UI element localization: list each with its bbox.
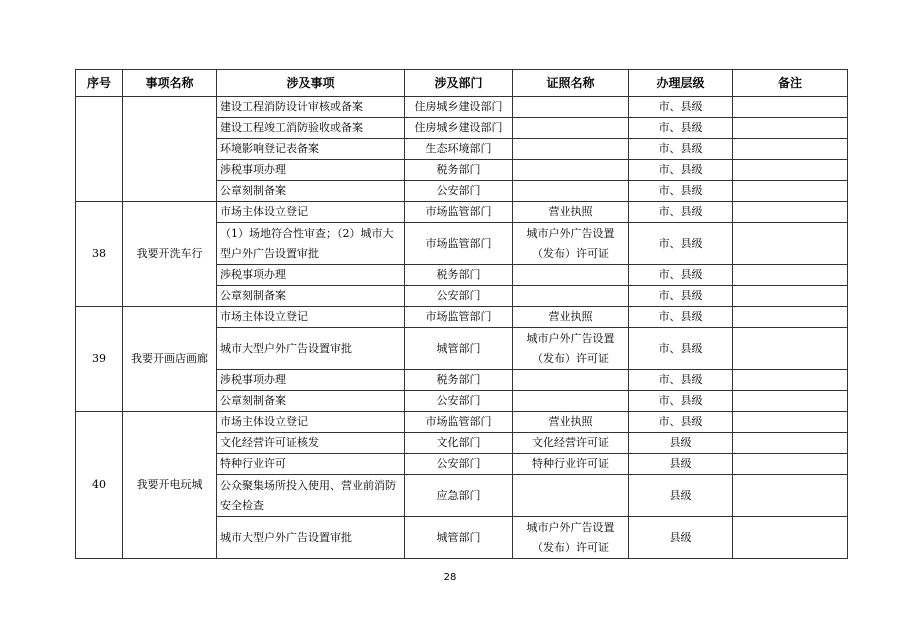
remarks	[733, 265, 848, 286]
involved-item: 公章刻制备案	[217, 391, 405, 412]
involved-item: 城市大型户外广告设置审批	[217, 517, 405, 559]
handling-level: 市、县级	[629, 286, 733, 307]
handling-level: 市、县级	[629, 412, 733, 433]
header-matter-name: 事项名称	[123, 70, 217, 97]
department: 市场监管部门	[405, 307, 513, 328]
involved-item: 公众聚集场所投入使用、营业前消防安全检查	[217, 475, 405, 517]
page-number: 28	[443, 572, 457, 583]
department: 公安部门	[405, 181, 513, 202]
license-name: 特种行业许可证	[513, 454, 629, 475]
remarks	[733, 202, 848, 223]
row-number: 38	[76, 202, 123, 307]
involved-item: 环境影响登记表备案	[217, 139, 405, 160]
license-name: 营业执照	[513, 412, 629, 433]
services-table	[75, 69, 848, 559]
table-row	[76, 307, 848, 328]
handling-level: 市、县级	[629, 97, 733, 118]
header-remarks: 备注	[733, 70, 848, 97]
involved-item: 市场主体设立登记	[217, 307, 405, 328]
handling-level: 市、县级	[629, 223, 733, 265]
involved-item: （1）场地符合性审查；（2）城市大型户外广告设置审批	[217, 223, 405, 265]
table-row	[76, 202, 848, 223]
license-name	[513, 370, 629, 391]
license-name: 城市户外广告设置（发布）许可证	[513, 223, 629, 265]
handling-level: 县级	[629, 454, 733, 475]
handling-level: 市、县级	[629, 139, 733, 160]
involved-item: 涉税事项办理	[217, 370, 405, 391]
involved-item: 建设工程消防设计审核或备案	[217, 97, 405, 118]
department: 公安部门	[405, 286, 513, 307]
remarks	[733, 433, 848, 454]
department: 公安部门	[405, 391, 513, 412]
header-license-name: 证照名称	[513, 70, 629, 97]
license-name: 城市户外广告设置（发布）许可证	[513, 328, 629, 370]
remarks	[733, 475, 848, 517]
involved-item: 市场主体设立登记	[217, 412, 405, 433]
remarks	[733, 118, 848, 139]
remarks	[733, 181, 848, 202]
license-name	[513, 139, 629, 160]
handling-level: 市、县级	[629, 118, 733, 139]
matter-name: 我要开画店画廊	[123, 307, 217, 412]
department: 应急部门	[405, 475, 513, 517]
involved-item: 特种行业许可	[217, 454, 405, 475]
involved-item: 公章刻制备案	[217, 181, 405, 202]
matter-name: 我要开洗车行	[123, 202, 217, 307]
handling-level: 县级	[629, 433, 733, 454]
license-name	[513, 97, 629, 118]
involved-item: 涉税事项办理	[217, 265, 405, 286]
header-no: 序号	[76, 70, 123, 97]
remarks	[733, 517, 848, 559]
license-name	[513, 181, 629, 202]
handling-level: 市、县级	[629, 181, 733, 202]
row-number: 39	[76, 307, 123, 412]
involved-item: 文化经营许可证核发	[217, 433, 405, 454]
handling-level: 市、县级	[629, 370, 733, 391]
department: 税务部门	[405, 370, 513, 391]
handling-level: 县级	[629, 475, 733, 517]
department: 生态环境部门	[405, 139, 513, 160]
remarks	[733, 286, 848, 307]
department: 市场监管部门	[405, 202, 513, 223]
department: 城管部门	[405, 517, 513, 559]
license-name	[513, 286, 629, 307]
license-name: 营业执照	[513, 202, 629, 223]
department: 文化部门	[405, 433, 513, 454]
header-department: 涉及部门	[405, 70, 513, 97]
license-name	[513, 475, 629, 517]
remarks	[733, 370, 848, 391]
remarks	[733, 307, 848, 328]
department: 住房城乡建设部门	[405, 118, 513, 139]
involved-item: 城市大型户外广告设置审批	[217, 328, 405, 370]
license-name	[513, 160, 629, 181]
header-level: 办理层级	[629, 70, 733, 97]
row-number: 40	[76, 412, 123, 559]
matter-name: 我要开电玩城	[123, 412, 217, 559]
handling-level: 市、县级	[629, 202, 733, 223]
matter-name	[123, 97, 217, 202]
department: 市场监管部门	[405, 223, 513, 265]
handling-level: 市、县级	[629, 391, 733, 412]
involved-item: 市场主体设立登记	[217, 202, 405, 223]
handling-level: 县级	[629, 517, 733, 559]
handling-level: 市、县级	[629, 265, 733, 286]
department: 市场监管部门	[405, 412, 513, 433]
table-row	[76, 97, 848, 118]
remarks	[733, 454, 848, 475]
handling-level: 市、县级	[629, 307, 733, 328]
department: 税务部门	[405, 160, 513, 181]
handling-level: 市、县级	[629, 328, 733, 370]
license-name: 营业执照	[513, 307, 629, 328]
header-row	[76, 70, 848, 97]
department: 城管部门	[405, 328, 513, 370]
license-name: 文化经营许可证	[513, 433, 629, 454]
department: 住房城乡建设部门	[405, 97, 513, 118]
handling-level: 市、县级	[629, 160, 733, 181]
license-name	[513, 391, 629, 412]
license-name	[513, 118, 629, 139]
license-name: 城市户外广告设置（发布）许可证	[513, 517, 629, 559]
department: 税务部门	[405, 265, 513, 286]
involved-item: 建设工程竣工消防验收或备案	[217, 118, 405, 139]
remarks	[733, 412, 848, 433]
involved-item: 公章刻制备案	[217, 286, 405, 307]
remarks	[733, 223, 848, 265]
involved-item: 涉税事项办理	[217, 160, 405, 181]
remarks	[733, 97, 848, 118]
remarks	[733, 160, 848, 181]
remarks	[733, 139, 848, 160]
table-row	[76, 412, 848, 433]
remarks	[733, 328, 848, 370]
table-body	[76, 97, 848, 559]
remarks	[733, 391, 848, 412]
header-involved-items: 涉及事项	[217, 70, 405, 97]
row-number	[76, 97, 123, 202]
department: 公安部门	[405, 454, 513, 475]
license-name	[513, 265, 629, 286]
